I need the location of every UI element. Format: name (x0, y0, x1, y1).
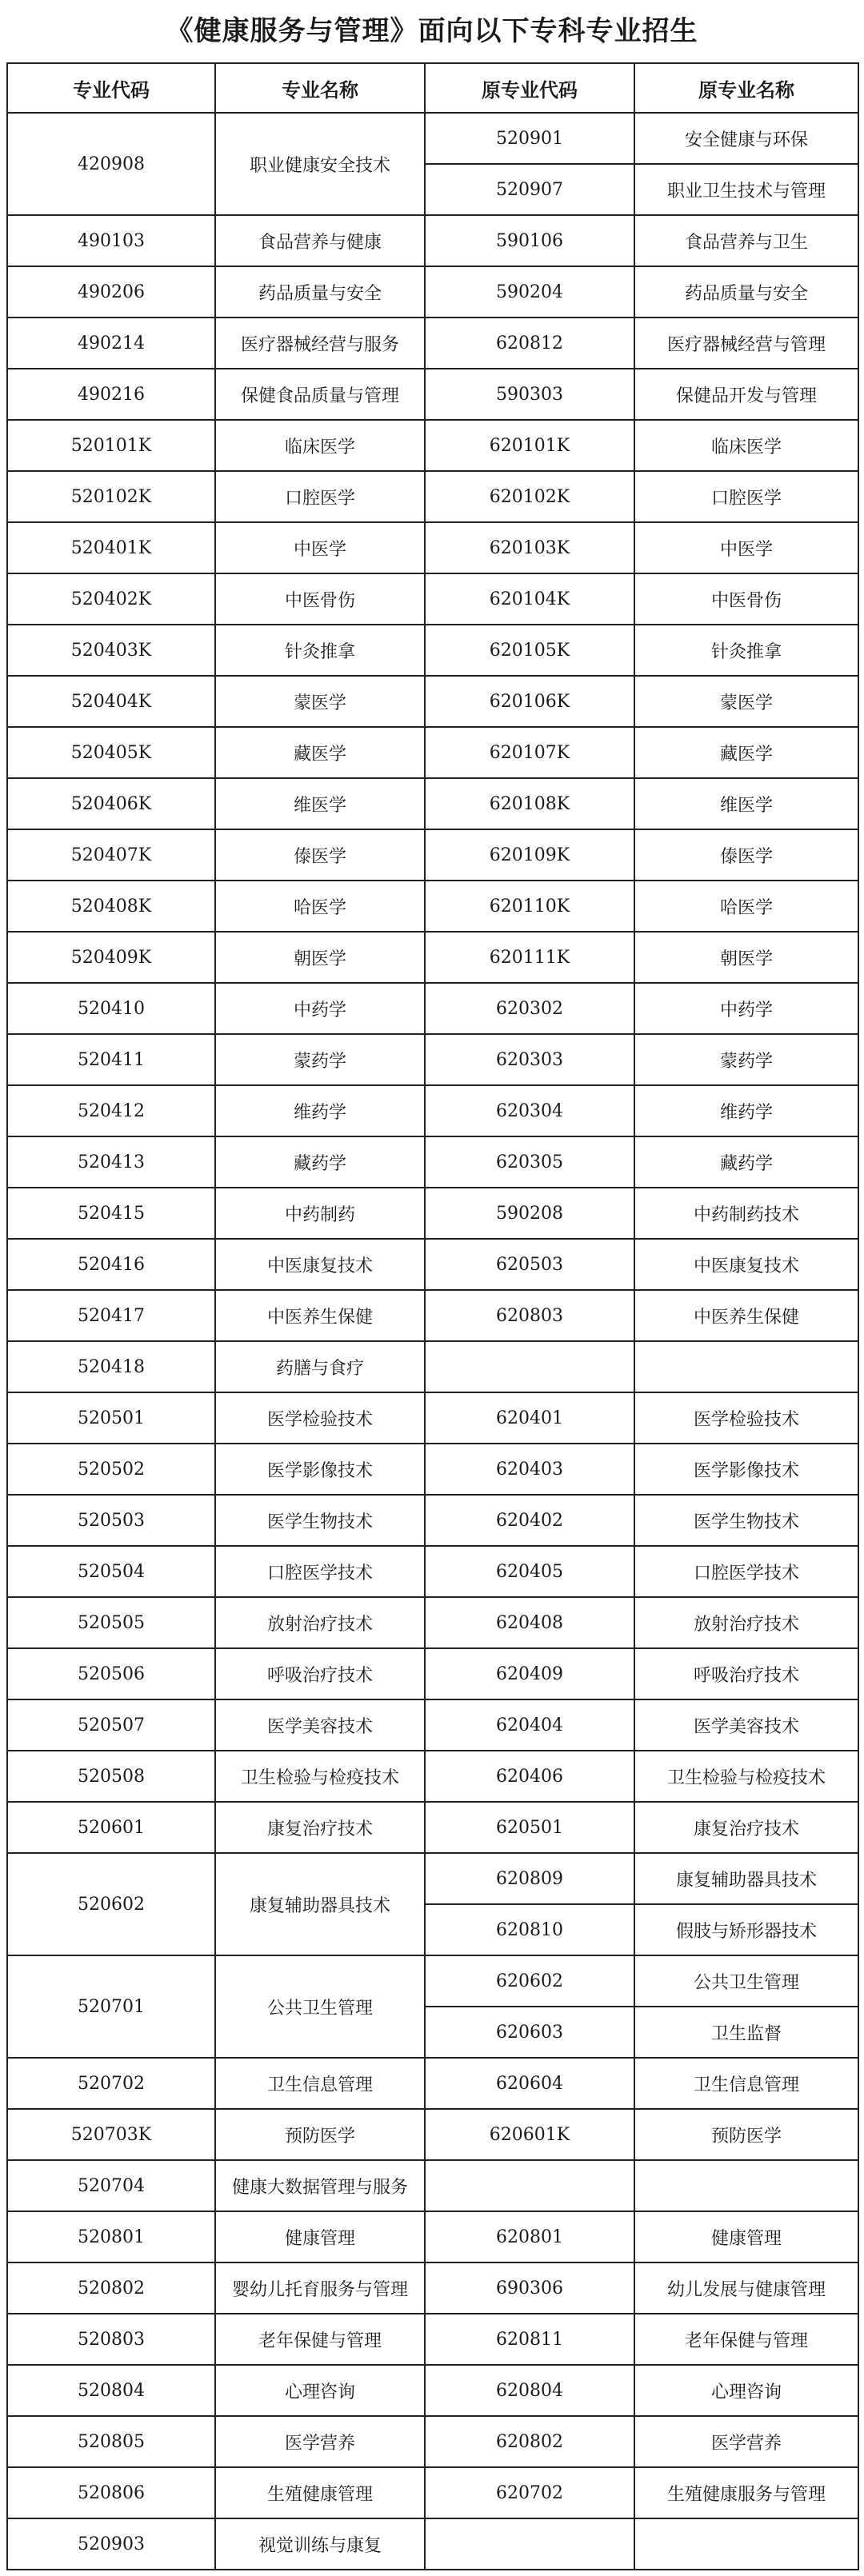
original-code-cell: 620104K (425, 573, 634, 625)
original-name-cell: 医疗器械经营与管理 (634, 318, 858, 369)
original-code-cell: 590208 (425, 1188, 634, 1239)
table-row (7, 1085, 858, 1136)
original-name-cell: 中医康复技术 (634, 1239, 858, 1290)
original-code-cell: 620101K (425, 420, 634, 471)
header-major-code: 专业代码 (7, 63, 215, 113)
table-row (7, 2262, 858, 2314)
original-code-cell: 620106K (425, 676, 634, 727)
table-row (7, 1546, 858, 1597)
major-code-cell: 520411 (7, 1034, 215, 1085)
major-name-cell: 中药制药 (215, 1188, 425, 1239)
original-code-cell: 620404 (425, 1699, 634, 1751)
original-code-cell: 620803 (425, 1290, 634, 1341)
major-code-cell: 520802 (7, 2262, 215, 2314)
major-name-cell: 蒙医学 (215, 676, 425, 727)
table-row (7, 2314, 858, 2365)
original-name-cell: 藏医学 (634, 727, 858, 778)
major-name-cell: 心理咨询 (215, 2365, 425, 2416)
table-row (7, 1341, 858, 1392)
major-name-cell: 医学美容技术 (215, 1699, 425, 1751)
original-name-cell (634, 2160, 858, 2211)
table-row (7, 1290, 858, 1341)
major-code-cell: 520701 (7, 1955, 215, 2058)
table-row (7, 676, 858, 727)
major-code-cell: 520502 (7, 1444, 215, 1495)
major-code-cell: 520601 (7, 1802, 215, 1853)
original-name-cell: 食品营养与卫生 (634, 215, 858, 266)
major-name-cell: 口腔医学技术 (215, 1546, 425, 1597)
table-row (7, 318, 858, 369)
table-row (7, 1597, 858, 1648)
major-name-cell: 哈医学 (215, 881, 425, 932)
original-name-cell: 心理咨询 (634, 2365, 858, 2416)
original-name-cell: 医学检验技术 (634, 1392, 858, 1444)
table-row (7, 113, 858, 164)
original-name-cell: 健康管理 (634, 2211, 858, 2262)
table-row (7, 573, 858, 625)
table-row (7, 2109, 858, 2160)
table-row (7, 983, 858, 1034)
major-code-cell: 520416 (7, 1239, 215, 1290)
original-name-cell: 蒙医学 (634, 676, 858, 727)
major-name-cell: 蒙药学 (215, 1034, 425, 1085)
original-code-cell: 590204 (425, 266, 634, 318)
original-code-cell: 620603 (425, 2007, 634, 2058)
major-code-cell: 520101K (7, 420, 215, 471)
major-name-cell: 藏药学 (215, 1136, 425, 1188)
major-code-cell: 520409K (7, 932, 215, 983)
original-code-cell: 520901 (425, 113, 634, 164)
table-row (7, 2058, 858, 2109)
major-name-cell: 针灸推拿 (215, 625, 425, 676)
original-code-cell: 620405 (425, 1546, 634, 1597)
original-code-cell: 620111K (425, 932, 634, 983)
major-code-cell: 520801 (7, 2211, 215, 2262)
major-name-cell: 中药学 (215, 983, 425, 1034)
page-title: 《健康服务与管理》面向以下专科专业招生 (166, 15, 698, 47)
original-name-cell: 卫生检验与检疫技术 (634, 1751, 858, 1802)
original-code-cell: 620403 (425, 1444, 634, 1495)
original-code-cell: 620109K (425, 829, 634, 881)
original-code-cell: 620604 (425, 2058, 634, 2109)
major-name-cell: 医学影像技术 (215, 1444, 425, 1495)
table-row (7, 1853, 858, 1904)
original-name-cell: 中药学 (634, 983, 858, 1034)
original-name-cell: 职业卫生技术与管理 (634, 164, 858, 215)
major-name-cell: 视觉训练与康复 (215, 2518, 425, 2570)
table-row (7, 1648, 858, 1699)
major-name-cell: 傣医学 (215, 829, 425, 881)
original-name-cell: 康复辅助器具技术 (634, 1853, 858, 1904)
major-code-cell: 490103 (7, 215, 215, 266)
major-code-cell: 520806 (7, 2467, 215, 2518)
table-row (7, 1802, 858, 1853)
major-name-cell: 朝医学 (215, 932, 425, 983)
original-code-cell: 620809 (425, 1853, 634, 1904)
major-code-cell: 520805 (7, 2416, 215, 2467)
original-name-cell: 医学生物技术 (634, 1495, 858, 1546)
major-name-cell: 健康管理 (215, 2211, 425, 2262)
original-code-cell: 520907 (425, 164, 634, 215)
major-code-cell: 520702 (7, 2058, 215, 2109)
major-name-cell: 卫生检验与检疫技术 (215, 1751, 425, 1802)
major-name-cell: 药品质量与安全 (215, 266, 425, 318)
header-original-name: 原专业名称 (634, 63, 858, 113)
major-code-cell: 490206 (7, 266, 215, 318)
original-code-cell: 620408 (425, 1597, 634, 1648)
table-row (7, 369, 858, 420)
major-name-cell: 保健食品质量与管理 (215, 369, 425, 420)
major-code-cell: 520406K (7, 778, 215, 829)
table-row (7, 625, 858, 676)
major-name-cell: 医学生物技术 (215, 1495, 425, 1546)
original-name-cell: 医学影像技术 (634, 1444, 858, 1495)
table-row (7, 1751, 858, 1802)
table-row (7, 932, 858, 983)
major-code-cell: 520102K (7, 471, 215, 522)
original-code-cell: 620302 (425, 983, 634, 1034)
original-name-cell: 卫生监督 (634, 2007, 858, 2058)
original-name-cell (634, 2518, 858, 2570)
major-code-cell: 520501 (7, 1392, 215, 1444)
major-name-cell: 药膳与食疗 (215, 1341, 425, 1392)
table-row (7, 1444, 858, 1495)
table-row (7, 2518, 858, 2570)
major-name-cell: 医疗器械经营与服务 (215, 318, 425, 369)
original-name-cell: 幼儿发展与健康管理 (634, 2262, 858, 2314)
original-code-cell: 620702 (425, 2467, 634, 2518)
original-code-cell: 620812 (425, 318, 634, 369)
table-row (7, 2416, 858, 2467)
major-code-cell: 520412 (7, 1085, 215, 1136)
original-name-cell: 口腔医学技术 (634, 1546, 858, 1597)
original-name-cell: 预防医学 (634, 2109, 858, 2160)
original-code-cell (425, 2160, 634, 2211)
original-name-cell: 哈医学 (634, 881, 858, 932)
table-row (7, 2160, 858, 2211)
table-row (7, 881, 858, 932)
original-name-cell: 口腔医学 (634, 471, 858, 522)
original-code-cell: 620804 (425, 2365, 634, 2416)
major-name-cell: 中医学 (215, 522, 425, 573)
major-code-cell: 520804 (7, 2365, 215, 2416)
original-name-cell: 放射治疗技术 (634, 1597, 858, 1648)
major-code-cell: 520410 (7, 983, 215, 1034)
original-code-cell: 690306 (425, 2262, 634, 2314)
original-code-cell: 620811 (425, 2314, 634, 2365)
original-code-cell: 620304 (425, 1085, 634, 1136)
original-name-cell: 药品质量与安全 (634, 266, 858, 318)
original-name-cell: 朝医学 (634, 932, 858, 983)
original-name-cell: 针灸推拿 (634, 625, 858, 676)
original-name-cell: 医学营养 (634, 2416, 858, 2467)
major-name-cell: 中医骨伤 (215, 573, 425, 625)
original-name-cell: 老年保健与管理 (634, 2314, 858, 2365)
table-row (7, 1699, 858, 1751)
major-code-cell: 490214 (7, 318, 215, 369)
table-row (7, 420, 858, 471)
original-name-cell: 维医学 (634, 778, 858, 829)
original-name-cell: 蒙药学 (634, 1034, 858, 1085)
major-code-cell: 520507 (7, 1699, 215, 1751)
table-row (7, 1034, 858, 1085)
major-code-cell: 520508 (7, 1751, 215, 1802)
table-row (7, 471, 858, 522)
major-name-cell: 生殖健康管理 (215, 2467, 425, 2518)
major-code-cell: 520417 (7, 1290, 215, 1341)
original-name-cell: 保健品开发与管理 (634, 369, 858, 420)
major-name-cell: 康复辅助器具技术 (215, 1853, 425, 1955)
original-name-cell: 藏药学 (634, 1136, 858, 1188)
original-name-cell: 傣医学 (634, 829, 858, 881)
original-name-cell: 中药制药技术 (634, 1188, 858, 1239)
major-name-cell: 中医康复技术 (215, 1239, 425, 1290)
major-name-cell: 维药学 (215, 1085, 425, 1136)
original-name-cell: 假肢与矫形器技术 (634, 1904, 858, 1955)
major-name-cell: 口腔医学 (215, 471, 425, 522)
header-major-name: 专业名称 (215, 63, 425, 113)
original-code-cell (425, 2518, 634, 2570)
table-row (7, 1955, 858, 2007)
major-name-cell: 康复治疗技术 (215, 1802, 425, 1853)
original-code-cell: 620409 (425, 1648, 634, 1699)
table-row (7, 2467, 858, 2518)
major-code-cell: 520402K (7, 573, 215, 625)
major-code-cell: 520413 (7, 1136, 215, 1188)
table-row (7, 266, 858, 318)
original-code-cell: 620602 (425, 1955, 634, 2007)
major-code-cell: 520401K (7, 522, 215, 573)
major-name-cell: 卫生信息管理 (215, 2058, 425, 2109)
original-code-cell: 590303 (425, 369, 634, 420)
original-code-cell: 620810 (425, 1904, 634, 1955)
major-name-cell: 婴幼儿托育服务与管理 (215, 2262, 425, 2314)
table-row (7, 1136, 858, 1188)
table-row (7, 1392, 858, 1444)
original-code-cell: 620103K (425, 522, 634, 573)
original-code-cell: 620305 (425, 1136, 634, 1188)
original-code-cell: 620501 (425, 1802, 634, 1853)
original-name-cell: 维药学 (634, 1085, 858, 1136)
original-name-cell: 中医养生保健 (634, 1290, 858, 1341)
table-row (7, 1188, 858, 1239)
original-name-cell: 卫生信息管理 (634, 2058, 858, 2109)
original-name-cell: 医学美容技术 (634, 1699, 858, 1751)
major-code-cell: 520407K (7, 829, 215, 881)
original-name-cell: 呼吸治疗技术 (634, 1648, 858, 1699)
table-row (7, 215, 858, 266)
major-code-cell: 520803 (7, 2314, 215, 2365)
table-row (7, 829, 858, 881)
original-name-cell: 康复治疗技术 (634, 1802, 858, 1853)
original-code-cell: 620105K (425, 625, 634, 676)
major-name-cell: 临床医学 (215, 420, 425, 471)
original-code-cell (425, 1341, 634, 1392)
table-header-row (7, 63, 858, 113)
major-code-cell: 520405K (7, 727, 215, 778)
major-code-cell: 520903 (7, 2518, 215, 2570)
major-name-cell: 医学检验技术 (215, 1392, 425, 1444)
table-row (7, 1495, 858, 1546)
original-code-cell: 620802 (425, 2416, 634, 2467)
major-code-cell: 520415 (7, 1188, 215, 1239)
original-code-cell: 620503 (425, 1239, 634, 1290)
major-code-cell: 520404K (7, 676, 215, 727)
table-row (7, 1239, 858, 1290)
major-code-cell: 520704 (7, 2160, 215, 2211)
major-name-cell: 职业健康安全技术 (215, 113, 425, 215)
major-code-cell: 490216 (7, 369, 215, 420)
original-code-cell: 620107K (425, 727, 634, 778)
original-name-cell: 安全健康与环保 (634, 113, 858, 164)
original-code-cell: 620110K (425, 881, 634, 932)
original-name-cell: 临床医学 (634, 420, 858, 471)
major-code-cell: 520403K (7, 625, 215, 676)
original-code-cell: 620401 (425, 1392, 634, 1444)
header-original-code: 原专业代码 (425, 63, 634, 113)
major-name-cell: 中医养生保健 (215, 1290, 425, 1341)
major-name-cell: 藏医学 (215, 727, 425, 778)
original-code-cell: 620303 (425, 1034, 634, 1085)
original-code-cell: 620801 (425, 2211, 634, 2262)
major-name-cell: 医学营养 (215, 2416, 425, 2467)
table-row (7, 2211, 858, 2262)
major-name-cell: 公共卫生管理 (215, 1955, 425, 2058)
original-name-cell: 中医骨伤 (634, 573, 858, 625)
original-name-cell (634, 1341, 858, 1392)
major-name-cell: 食品营养与健康 (215, 215, 425, 266)
major-code-cell: 520504 (7, 1546, 215, 1597)
original-code-cell: 620402 (425, 1495, 634, 1546)
major-name-cell: 放射治疗技术 (215, 1597, 425, 1648)
table-row (7, 778, 858, 829)
major-name-cell: 呼吸治疗技术 (215, 1648, 425, 1699)
major-code-cell: 520703K (7, 2109, 215, 2160)
original-code-cell: 590106 (425, 215, 634, 266)
major-code-cell: 420908 (7, 113, 215, 215)
major-name-cell: 预防医学 (215, 2109, 425, 2160)
original-code-cell: 620102K (425, 471, 634, 522)
original-name-cell: 中医学 (634, 522, 858, 573)
original-code-cell: 620108K (425, 778, 634, 829)
table-row (7, 522, 858, 573)
major-code-cell: 520602 (7, 1853, 215, 1955)
table-body (7, 113, 858, 2570)
major-name-cell: 健康大数据管理与服务 (215, 2160, 425, 2211)
major-name-cell: 维医学 (215, 778, 425, 829)
original-code-cell: 620601K (425, 2109, 634, 2160)
original-name-cell: 生殖健康服务与管理 (634, 2467, 858, 2518)
major-code-cell: 520505 (7, 1597, 215, 1648)
table-row (7, 2365, 858, 2416)
major-name-cell: 老年保健与管理 (215, 2314, 425, 2365)
major-code-cell: 520503 (7, 1495, 215, 1546)
major-code-cell: 520418 (7, 1341, 215, 1392)
major-table (6, 62, 859, 2570)
table-row (7, 727, 858, 778)
major-code-cell: 520408K (7, 881, 215, 932)
original-name-cell: 公共卫生管理 (634, 1955, 858, 2007)
original-code-cell: 620406 (425, 1751, 634, 1802)
major-code-cell: 520506 (7, 1648, 215, 1699)
